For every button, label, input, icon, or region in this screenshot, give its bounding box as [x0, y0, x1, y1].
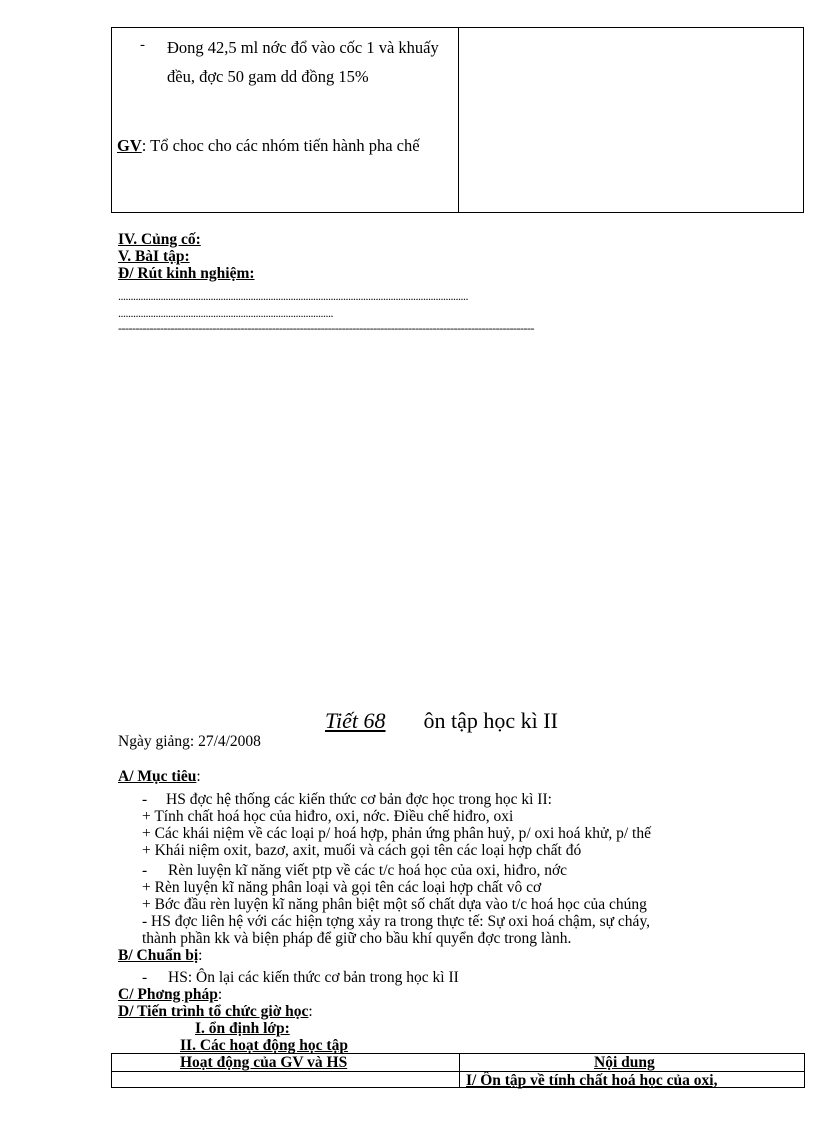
bullet-text: Đong 42,5 ml nớc đổ vào cốc 1 và khuấy đều, đợc 50 gam dd đồng 15% — [167, 38, 439, 86]
table-cell-right — [459, 28, 803, 212]
list-item: + Bớc đầu rèn luyện kĩ năng phân biệt một số chất dựa vào t/c hoá học của chúng — [142, 896, 647, 913]
heading-cung-co: IV. Củng cố: — [118, 231, 201, 248]
gv-label: GV — [117, 136, 142, 155]
lesson-date: Ngày giảng: 27/4/2008 — [118, 733, 261, 750]
table-cell-left — [112, 28, 458, 212]
dash-bullet-icon: - — [140, 37, 145, 53]
list-item: - HS: Ôn lại các kiến thức cơ bản trong học kì II — [142, 969, 459, 986]
table-header-content: Nội dung — [594, 1054, 655, 1071]
table-cell-content: I/ Ôn tập về tính chất hoá học của oxi, — [466, 1072, 718, 1089]
lesson-title — [325, 708, 558, 734]
lesson-name: ôn tập học kì II — [423, 708, 558, 733]
table-header-activities: Hoạt động của GV và HS — [180, 1054, 348, 1071]
dotted-line-2: ...................................................................................... — [118, 307, 333, 319]
list-item: + Rèn luyện kĩ năng phân loại và gọi tên các loại hợp chất vô cơ — [142, 879, 542, 896]
list-item: - HS đợc liên hệ với các hiện tợng xảy ra trong thực tế: Sự oxi hoá chậm, sự cháy, — [142, 913, 651, 930]
list-item: - Rèn luyện kĩ năng viết ptp về các t/c hoá học của oxi, hiđro, nớc — [142, 862, 568, 879]
top-table — [111, 27, 804, 213]
subheading-hoat-dong: II. Các hoạt động học tập — [180, 1037, 348, 1054]
list-item: + Tính chất hoá học của hiđro, oxi, nớc. Điều chế hiđro, oxi — [142, 808, 514, 825]
heading-rut-kinh-nghiem: Đ/ Rút kinh nghiệm: — [118, 265, 255, 282]
list-item: + Các khái niệm về các loại p/ hoá hợp, phản ứng phân huỷ, p/ oxi hoá khử, p/ thế — [142, 825, 651, 842]
dotted-line-1: ............................................................................................................................................ — [118, 290, 468, 302]
heading-chuan-bi: B/ Chuẩn bị: — [118, 947, 203, 964]
gv-text: : Tổ choc cho các nhóm tiến hành pha chế — [141, 136, 420, 155]
heading-bai-tap: V. BàI tập: — [118, 248, 190, 265]
activities-table — [111, 1053, 805, 1088]
gv-paragraph — [117, 131, 452, 160]
list-item: thành phần kk và biện pháp để giữ cho bầu khí quyển đợc trong lành. — [142, 930, 572, 947]
heading-muc-tieu: A/ Mục tiêu: — [118, 768, 201, 785]
list-item: - HS đợc hệ thống các kiến thức cơ bản đợc học trong học kì II: — [142, 791, 552, 808]
heading-tien-trinh: D/ Tiến trình tổ chức giờ học: — [118, 1003, 313, 1020]
list-item: + Khái niệm oxit, bazơ, axit, muối và cách gọi tên các loại hợp chất đó — [142, 842, 582, 859]
lesson-number: Tiết 68 — [325, 708, 386, 733]
subheading-on-dinh-lop: I. ổn định lớp: — [195, 1020, 290, 1037]
dashed-line: ----------------------------------------------------------------------------------------------------------------------- — [118, 322, 535, 334]
heading-phuong-phap: C/ Phơng pháp: — [118, 986, 223, 1003]
